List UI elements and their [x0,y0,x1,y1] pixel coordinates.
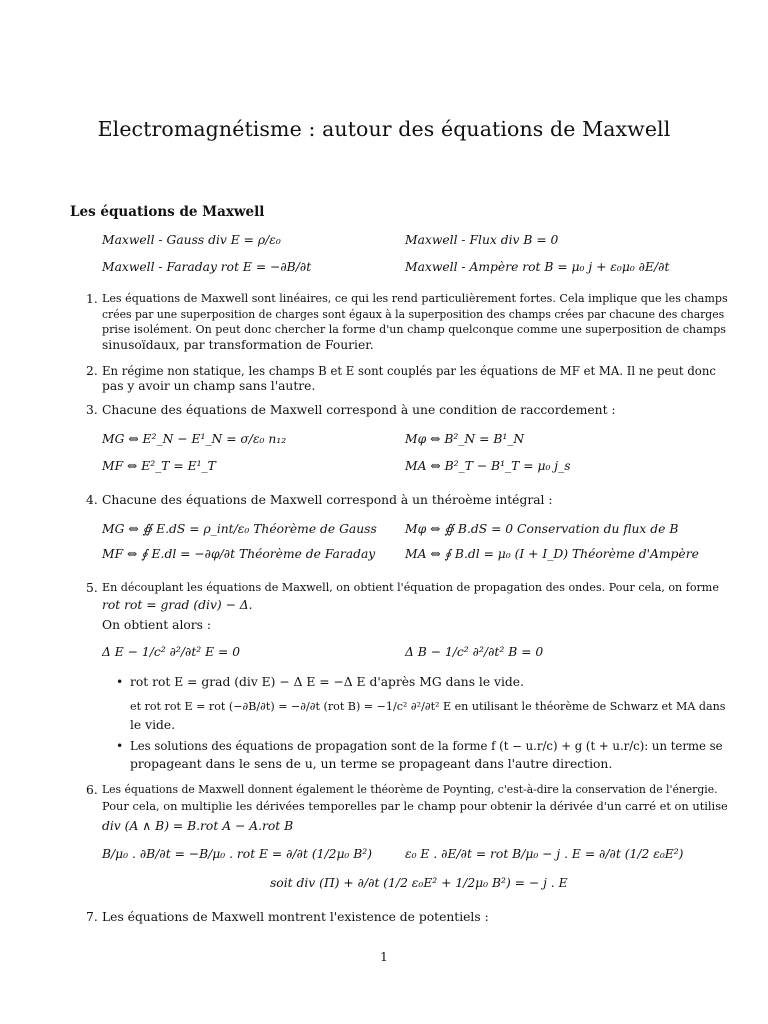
item-number: 4. [86,493,98,507]
bullet-icon: • [116,675,124,689]
maxwell-flux-equation: Maxwell - Flux div B = 0 [405,233,559,247]
item-number: 2. [86,364,98,378]
integral-mf-equation: MF ⇔ ∮ E.dl = −∂φ/∂t Théorème de Faraday [102,547,376,561]
item-number: 3. [86,403,98,417]
item-1-line-1: Les équations de Maxwell sont linéaires, ce qui les rend particulièrement fortes. Cela implique que les champs [102,292,728,305]
page-number: 1 [380,950,388,964]
maxwell-faraday-equation: Maxwell - Faraday rot E = −∂B/∂t [102,260,312,274]
item-number: 5. [86,581,98,595]
bullet-icon: • [116,739,124,753]
item-1-line-3: prise isolément. On peut donc chercher la forme d'un champ quelconque comme une superposition de champs [102,323,726,336]
boundary-mf-equation: MF ⇔ E²_T = E¹_T [102,459,216,473]
wave-equation-b: Δ B − 1/c² ∂²/∂t² B = 0 [405,645,544,659]
item-number: 7. [86,910,98,924]
bullet-1-cont-line-2: le vide. [130,718,176,732]
item-4-line-1: Chacune des équations de Maxwell correspond à un théroème intégral : [102,493,553,507]
item-6-line-1: Les équations de Maxwell donnent également le théorème de Poynting, c'est-à-dire la conservation de l'énergie. [102,783,718,796]
item-2-line-2: pas y avoir un champ sans l'autre. [102,379,316,393]
bullet-1-line: rot rot E = grad (div E) − Δ E = −Δ E d'après MG dans le vide. [130,675,524,689]
bullet-2-line-2: propageant dans le sens de u, un terme se propageant dans l'autre direction. [130,757,613,771]
item-number: 1. [86,292,98,306]
poynting-conservation-equation: soit div (Π) + ∂/∂t (1/2 ε₀E² + 1/2μ₀ B²) = − j . E [270,876,568,890]
boundary-mphi-equation: Mφ ⇔ B²_N = B¹_N [405,432,525,446]
item-6-line-3: div (A ∧ B) = B.rot A − A.rot B [102,819,294,833]
item-number: 6. [86,783,98,797]
item-1-line-4: sinusoïdaux, par transformation de Fourier. [102,338,374,352]
bullet-1-cont-line-1: et rot rot E = rot (−∂B/∂t) = −∂/∂t (rot B) = −1/c² ∂²/∂t² E en utilisant le théorème de Schwarz et MA dans [130,700,726,713]
integral-mg-equation: MG ⇔ ∯ E.dS = ρ_int/ε₀ Théorème de Gauss [102,522,377,536]
item-3-line-1: Chacune des équations de Maxwell correspond à une condition de raccordement : [102,403,616,417]
integral-ma-equation: MA ⇔ ∮ B.dl = μ₀ (I + I_D) Théorème d'Ampère [405,547,699,561]
bullet-2-line-1: Les solutions des équations de propagation sont de la forme f (t − u.r/c) + g (t + u.r/c): un terme se [130,739,723,753]
section-heading: Les équations de Maxwell [70,204,265,220]
item-7-line-1: Les équations de Maxwell montrent l'existence de potentiels : [102,910,489,924]
item-6-line-2: Pour cela, on multiplie les dérivées temporelles par le champ pour obtenir la dérivée d'un carré et on utilise [102,799,728,813]
boundary-mg-equation: MG ⇔ E²_N − E¹_N = σ/ε₀ n₁₂ [102,432,287,446]
poynting-left-equation: B/μ₀ . ∂B/∂t = −B/μ₀ . rot E = ∂/∂t (1/2μ₀ B²) [102,847,373,861]
item-5-line-2: rot rot = grad (div) − Δ. [102,598,253,612]
maxwell-gauss-equation: Maxwell - Gauss div E = ρ/ε₀ [102,233,281,247]
item-1-line-2: crées par une superposition de charges sont égaux à la superposition des champs crées par chacune des charges [102,308,725,321]
document-title: Electromagnétisme : autour des équations de Maxwell [97,117,671,141]
item-2-line-1: En régime non statique, les champs B et E sont couplés par les équations de MF et MA. Il ne peut donc [102,364,716,378]
item-5-line-3: On obtient alors : [102,618,212,632]
integral-mphi-equation: Mφ ⇔ ∯ B.dS = 0 Conservation du flux de B [405,522,679,536]
wave-equation-e: Δ E − 1/c² ∂²/∂t² E = 0 [102,645,241,659]
maxwell-ampere-equation: Maxwell - Ampère rot B = μ₀ j + ε₀μ₀ ∂E/∂t [405,260,670,274]
boundary-ma-equation: MA ⇔ B²_T − B¹_T = μ₀ j_s [405,459,571,473]
item-5-line-1: En découplant les équations de Maxwell, on obtient l'équation de propagation des ondes. Pour cela, on forme [102,581,719,594]
poynting-right-equation: ε₀ E . ∂E/∂t = rot B/μ₀ − j . E = ∂/∂t (1/2 ε₀E²) [405,847,684,861]
